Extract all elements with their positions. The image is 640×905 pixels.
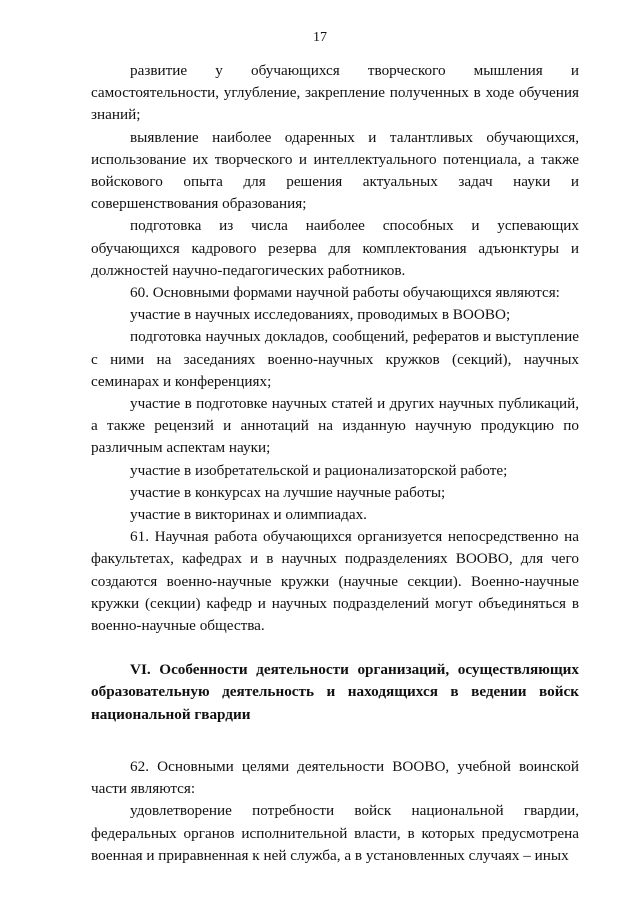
paragraph: 62. Основными целями деятельности ВООВО, учебной воинской части являются: [91,757,579,798]
paragraph: удовлетворение потребности войск национальной гвардии, федеральных органов исполнительной власти, в которых предусмотрена военная и приравненная к ней служба, а в установленных случаях – иных [91,802,579,864]
paragraph: развитие у обучающихся творческого мышления и самостоятельности, углубление, закрепление полученных в ходе обучения знаний; [91,62,579,124]
page-number: 17 [313,30,327,45]
page-body [91,60,579,867]
paragraph: участие в викторинах и олимпиадах. [130,506,367,524]
paragraph: участие в изобретательской и рационализаторской работе; [130,461,508,479]
paragraph: подготовка научных докладов, сообщений, рефератов и выступление с ними на заседаниях военно-научных кружков (секций), научных семинарах и конференциях; [91,328,579,390]
paragraph: выявление наиболее одаренных и талантливых обучающихся, использование их творческого и интеллектуального потенциала, а также войскового опыта для решения актуальных задач науки и совершенствования образования; [91,128,579,213]
section-heading: VI. Особенности деятельности организаций, осуществляющих образовательную деятельность и находящихся в ведении войск национальной гвардии [91,661,579,723]
paragraph: 61. Научная работа обучающихся организуется непосредственно на факультетах, кафедрах и в научных подразделениях ВООВО, для чего создаются военно-научные кружки (научные секции). Военно-научные кружки (секции) кафедр и научных подразделений могут объединяться в военно-научные общества. [91,528,579,635]
paragraph: участие в конкурсах на лучшие научные работы; [130,483,446,501]
paragraph: участие в подготовке научных статей и других научных публикаций, а также рецензий и аннотаций на изданную научную продукцию по различным аспектам науки; [91,395,579,457]
paragraph: подготовка из числа наиболее способных и успевающих обучающихся кадрового резерва для комплектования адъюнктуры и должностей научно-педагогических работников. [91,217,579,279]
paragraph: участие в научных исследованиях, проводимых в ВООВО; [130,306,511,324]
paragraph: 60. Основными формами научной работы обучающихся являются: [130,284,560,302]
